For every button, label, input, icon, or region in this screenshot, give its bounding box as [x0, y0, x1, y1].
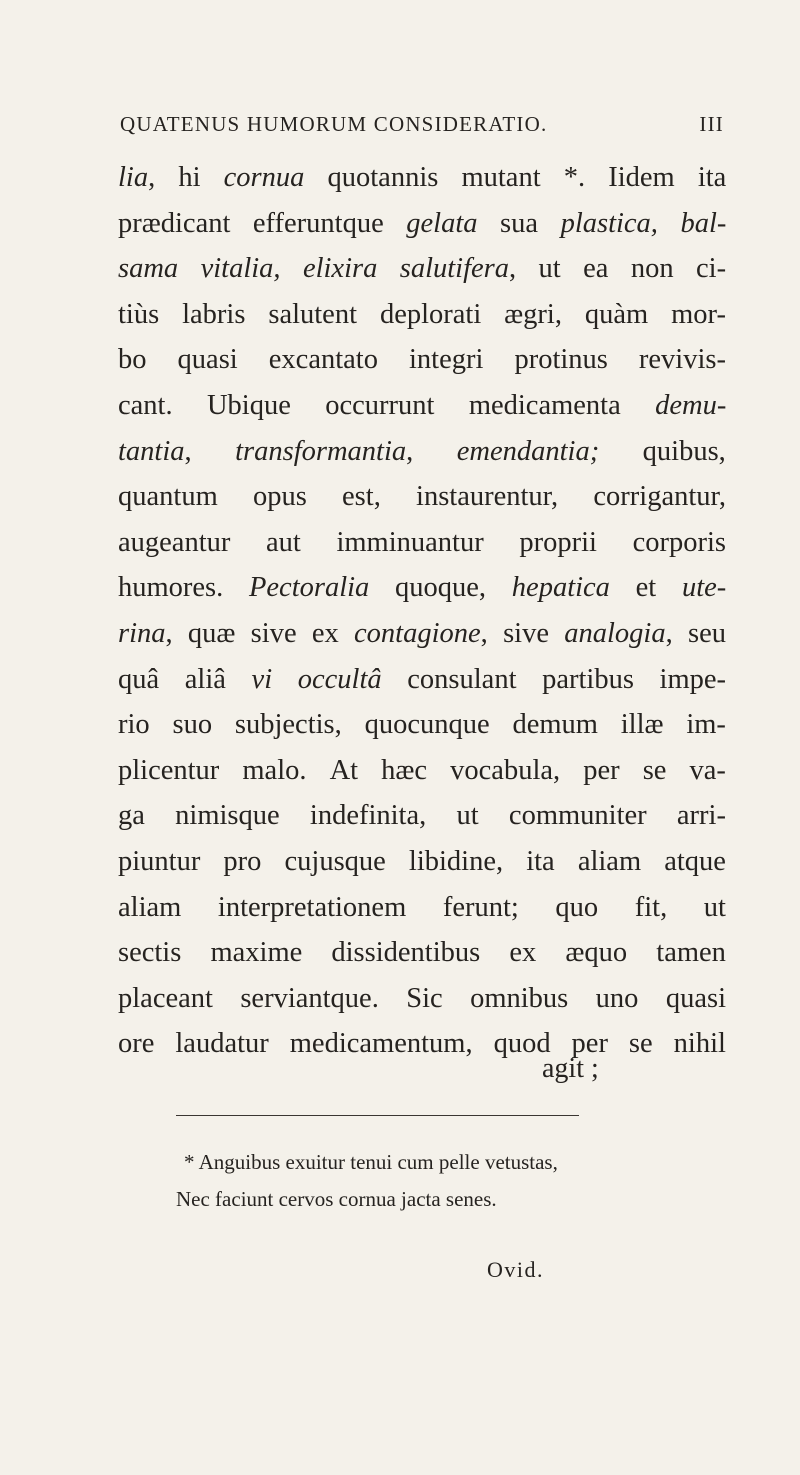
- text-line: ore laudatur medicamentum, quod per se nihil: [118, 1028, 726, 1060]
- footnote-verse-2: Nec faciunt cervos cornua jacta senes.: [176, 1187, 497, 1211]
- italic-phrase: sama vitalia, elixira salutifera: [118, 253, 510, 285]
- italic-word: plastica, bal-: [560, 207, 727, 239]
- italic-word: ute-: [681, 572, 727, 604]
- footnote-author: Ovid.: [487, 1257, 544, 1282]
- italic-word: gelata: [406, 207, 478, 239]
- italic-word: cornua: [223, 162, 305, 193]
- text-line: sama vitalia, elixira salutifera, ut ea non ci-: [118, 253, 727, 285]
- italic-phrase: vi occultâ: [251, 663, 382, 695]
- text-line: sectis maxime dissidentibus ex æquo tamen: [118, 937, 726, 969]
- italic-word: lia: [118, 162, 149, 193]
- text-line: placeant serviantque. Sic omnibus uno quasi: [118, 982, 726, 1014]
- italic-word: demu-: [655, 389, 727, 421]
- text-line: cant. Ubique occurrunt medicamenta demu-: [118, 389, 727, 421]
- text-line: piuntur pro cujusque libidine, ita aliam atque: [118, 845, 726, 877]
- italic-word: tantia: [118, 435, 185, 467]
- text-line: tantia, transformantia, emendantia; quibus,: [118, 435, 726, 467]
- text-line: rina, quæ sive ex contagione, sive analogia, seu: [118, 617, 726, 649]
- footnote-rule: [176, 1115, 579, 1116]
- footnote-verse-1: * Anguibus exuitur tenui cum pelle vetustas,: [184, 1150, 558, 1174]
- italic-word: hepatica: [511, 572, 610, 604]
- text-line: aliam interpretationem ferunt; quo fit, ut: [118, 891, 726, 923]
- text-line: quantum opus est, instaurentur, corrigantur,: [118, 481, 726, 513]
- italic-word: contagione: [354, 617, 481, 649]
- running-head-title: QUATENUS HUMORUM CONSIDERATIO.: [120, 112, 548, 136]
- text-line: plicentur malo. At hæc vocabula, per se va-: [118, 754, 726, 786]
- text-line: tiùs labris salutent deplorati ægri, quàm mor-: [118, 298, 726, 330]
- page-number: III: [699, 112, 724, 136]
- text-line: prædicant efferuntque gelata sua plastica, bal-: [118, 207, 727, 239]
- text-line: augeantur aut imminuantur proprii corporis: [118, 526, 726, 558]
- text-line: bo quasi excantato integri protinus revivis-: [118, 344, 726, 376]
- text-line: quâ aliâ vi occultâ consulant partibus impe-: [118, 663, 727, 695]
- italic-word: Pectoralia: [249, 572, 370, 604]
- italic-word: rina: [118, 617, 166, 649]
- italic-word: emendantia;: [456, 435, 600, 467]
- footnote: [176, 1147, 736, 1214]
- text-line: rio suo subjectis, quocunque demum illæ im-: [118, 709, 726, 741]
- italic-word: transformantia: [235, 435, 407, 467]
- body-text: [118, 155, 726, 1067]
- text-line: lia, hi cornua quotannis mutant *. Iidem ita: [118, 162, 727, 193]
- italic-word: analogia: [564, 617, 666, 649]
- catchword: agit ;: [542, 1053, 599, 1084]
- text-line: ga nimisque indefinita, ut communiter arri-: [118, 800, 726, 832]
- text-line: humores. Pectoralia quoque, hepatica et ute-: [118, 572, 727, 604]
- running-head: [120, 112, 724, 137]
